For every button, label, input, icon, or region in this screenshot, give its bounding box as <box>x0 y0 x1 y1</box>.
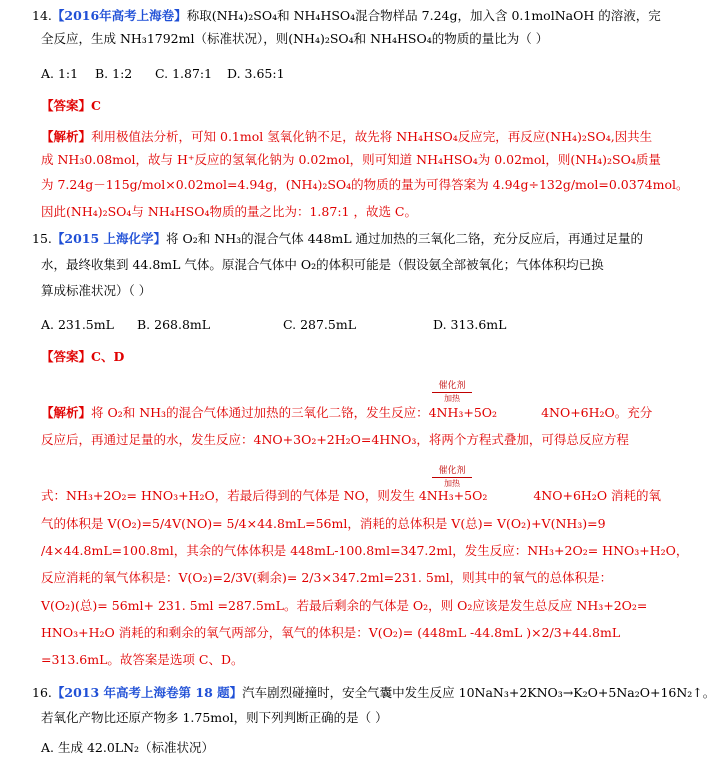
q15-analysis-6: 反应消耗的氧气体积是：V(O₂)=2/3V(剩余)= 2/3×347.2ml=231. 5ml，则其中的氧气的总体积是： <box>41 570 613 585</box>
q14-analysis-3: 为 7.24g－115g/mol×0.02mol=4.94g，(NH₄)₂SO₄的物质的量为可得答案为 4.94g÷132g/mol=0.0374mol。 <box>41 177 689 192</box>
q15-option-c: C. 287.5mL <box>283 317 357 332</box>
q15-stem-3: 算成标准状况）（ ） <box>41 283 152 298</box>
q16-option-a: A. 生成 42.0LN₂（标准状况） <box>41 740 215 755</box>
q15-analysis-1 <box>41 405 652 421</box>
q15-analysis-3 <box>41 488 661 504</box>
q16-number: 16. <box>32 685 52 700</box>
q15-option-a: A. 231.5mL <box>41 317 114 332</box>
q16-line1 <box>32 685 715 701</box>
q16-stem-2: 若氧化产物比还原产物多 1.75mol，则下列判断正确的是（ ） <box>41 710 388 725</box>
q15-analysis-text-1b: 4NO+6H₂O。充分 <box>541 405 653 420</box>
q15-option-b: B. 268.8mL <box>137 317 211 332</box>
q14-analysis-2: 成 NH₃0.08mol，故与 H⁺反应的氢氧化钠为 0.02mol，则可知道 NH₄HSO₄为 0.02mol，则(NH₄)₂SO₄质量 <box>41 152 661 167</box>
q14-analysis-text-1: 利用极值法分析，可知 0.1mol 氢氧化钠不足，故先将 NH₄HSO₄反应完，再反应(NH₄)₂SO₄,因共生 <box>91 129 653 144</box>
q15-analysis-8: HNO₃+H₂O 消耗的和剩余的氧气两部分，氧气的体积是：V(O₂)= (448mL -44.8mL )×2/3+44.8mL <box>41 625 621 640</box>
q15-analysis-text-1a: 将 O₂和 NH₃的混合气体通过加热的三氧化二铬，发生反应：4NH₃+5O₂ <box>91 405 498 420</box>
q15-answer: 【答案】C、D <box>41 349 125 364</box>
q14-option-c: C. 1.87:1 <box>155 66 213 81</box>
catalyst-condition-2 <box>432 466 472 489</box>
q14-analysis-1 <box>41 129 652 145</box>
q15-analysis-7: V(O₂)(总)= 56ml+ 231. 5ml =287.5mL。若最后剩余的气体是 O₂，则 O₂应该是发生总反应 NH₃+2O₂= <box>41 598 648 613</box>
q16-source-tag: 【2013 年高考上海卷第 18 题】 <box>51 685 243 700</box>
q15-analysis-9: =313.6mL。故答案是选项 C、D。 <box>41 652 244 667</box>
q14-option-a: A. 1:1 <box>41 66 79 81</box>
q14-analysis-4: 因此(NH₄)₂SO₄与 NH₄HSO₄物质的量之比为：1.87:1 ，故选 C。 <box>41 204 417 219</box>
q15-analysis-text-3b: 4NO+6H₂O 消耗的氧 <box>533 488 662 503</box>
catalyst-condition-1 <box>432 381 472 404</box>
q15-analysis-5: /4×44.8mL=100.8ml，其余的气体体积是 448mL-100.8ml=347.2ml，发生反应：NH₃+2O₂= HNO₃+H₂O， <box>41 543 689 558</box>
heat-label: 加热 <box>444 479 460 488</box>
q14-options <box>41 66 285 82</box>
reaction-arrow-bar <box>432 477 472 478</box>
q15-analysis-text-3a: 式：NH₃+2O₂= HNO₃+H₂O，若最后得到的气体是 NO，则发生 4NH₃+5O₂ <box>41 488 488 503</box>
q15-analysis-label: 【解析】 <box>41 405 92 420</box>
q14-line1 <box>32 8 661 24</box>
q14-stem-1: 称取(NH₄)₂SO₄和 NH₄HSO₄混合物样品 7.24g，加入含 0.1molNaOH 的溶液，完 <box>186 8 661 23</box>
q14-number: 14. <box>32 8 52 23</box>
q15-source-tag: 【2015 上海化学】 <box>51 231 167 246</box>
heat-label: 加热 <box>444 394 460 403</box>
q15-analysis-4: 气的体积是 V(O₂)=5/4V(NO)= 5/4×44.8mL=56ml，消耗的总体积是 V(总)= V(O₂)+V(NH₃)=9 <box>41 516 606 531</box>
q15-number: 15. <box>32 231 52 246</box>
q14-stem-2: 全反应，生成 NH₃1792ml（标准状况），则(NH₄)₂SO₄和 NH₄HSO₄的物质的量比为（ ） <box>41 31 549 46</box>
q15-options <box>41 317 506 333</box>
catalyst-label: 催化剂 <box>438 381 466 391</box>
q15-line1 <box>32 231 643 247</box>
reaction-arrow-bar <box>432 392 472 393</box>
q15-analysis-2: 反应后，再通过足量的水，发生反应：4NO+3O₂+2H₂O=4HNO₃，将两个方程式叠加，可得总反应方程 <box>41 432 629 447</box>
q15-option-d: D. 313.6mL <box>433 317 507 332</box>
catalyst-label: 催化剂 <box>438 466 466 476</box>
q15-stem-1: 将 O₂和 NH₃的混合气体 448mL 通过加热的三氧化二铬，充分反应后，再通过足量的 <box>166 231 644 246</box>
q14-answer: 【答案】C <box>41 98 101 113</box>
q14-source-tag: 【2016年高考上海卷】 <box>51 8 187 23</box>
q14-option-d: D. 3.65:1 <box>227 66 285 81</box>
q14-analysis-label: 【解析】 <box>41 129 92 144</box>
q15-stem-2: 水，最终收集到 44.8mL 气体。原混合气体中 O₂的体积可能是（假设氨全部被氧化；气体体积均已换 <box>41 257 604 272</box>
q14-option-b: B. 1:2 <box>95 66 133 81</box>
q16-stem-1: 汽车剧烈碰撞时，安全气囊中发生反应 10NaN₃+2KNO₃→K₂O+5Na₂O+16N₂↑。 <box>242 685 715 700</box>
